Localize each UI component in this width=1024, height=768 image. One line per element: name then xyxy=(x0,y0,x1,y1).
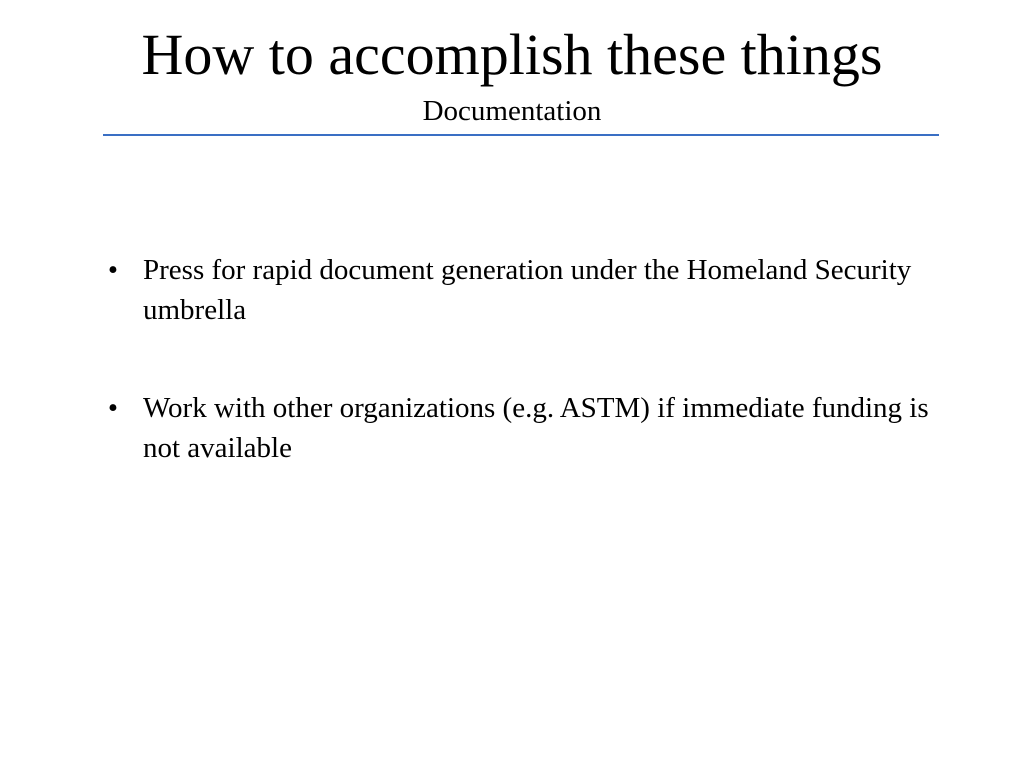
bullet-item xyxy=(103,388,933,468)
title-divider xyxy=(103,134,939,136)
bullet-text: Work with other organizations (e.g. ASTM) if immediate funding is not available xyxy=(143,392,929,464)
bullet-marker-icon: • xyxy=(107,254,119,286)
slide-title: How to accomplish these things xyxy=(141,22,883,87)
bullet-item xyxy=(103,250,933,330)
bullet-text: Press for rapid document generation under the Homeland Security umbrella xyxy=(143,254,912,326)
slide-subtitle: Documentation xyxy=(422,95,602,127)
bullet-list xyxy=(103,250,933,526)
bullet-marker-icon: • xyxy=(107,392,119,424)
